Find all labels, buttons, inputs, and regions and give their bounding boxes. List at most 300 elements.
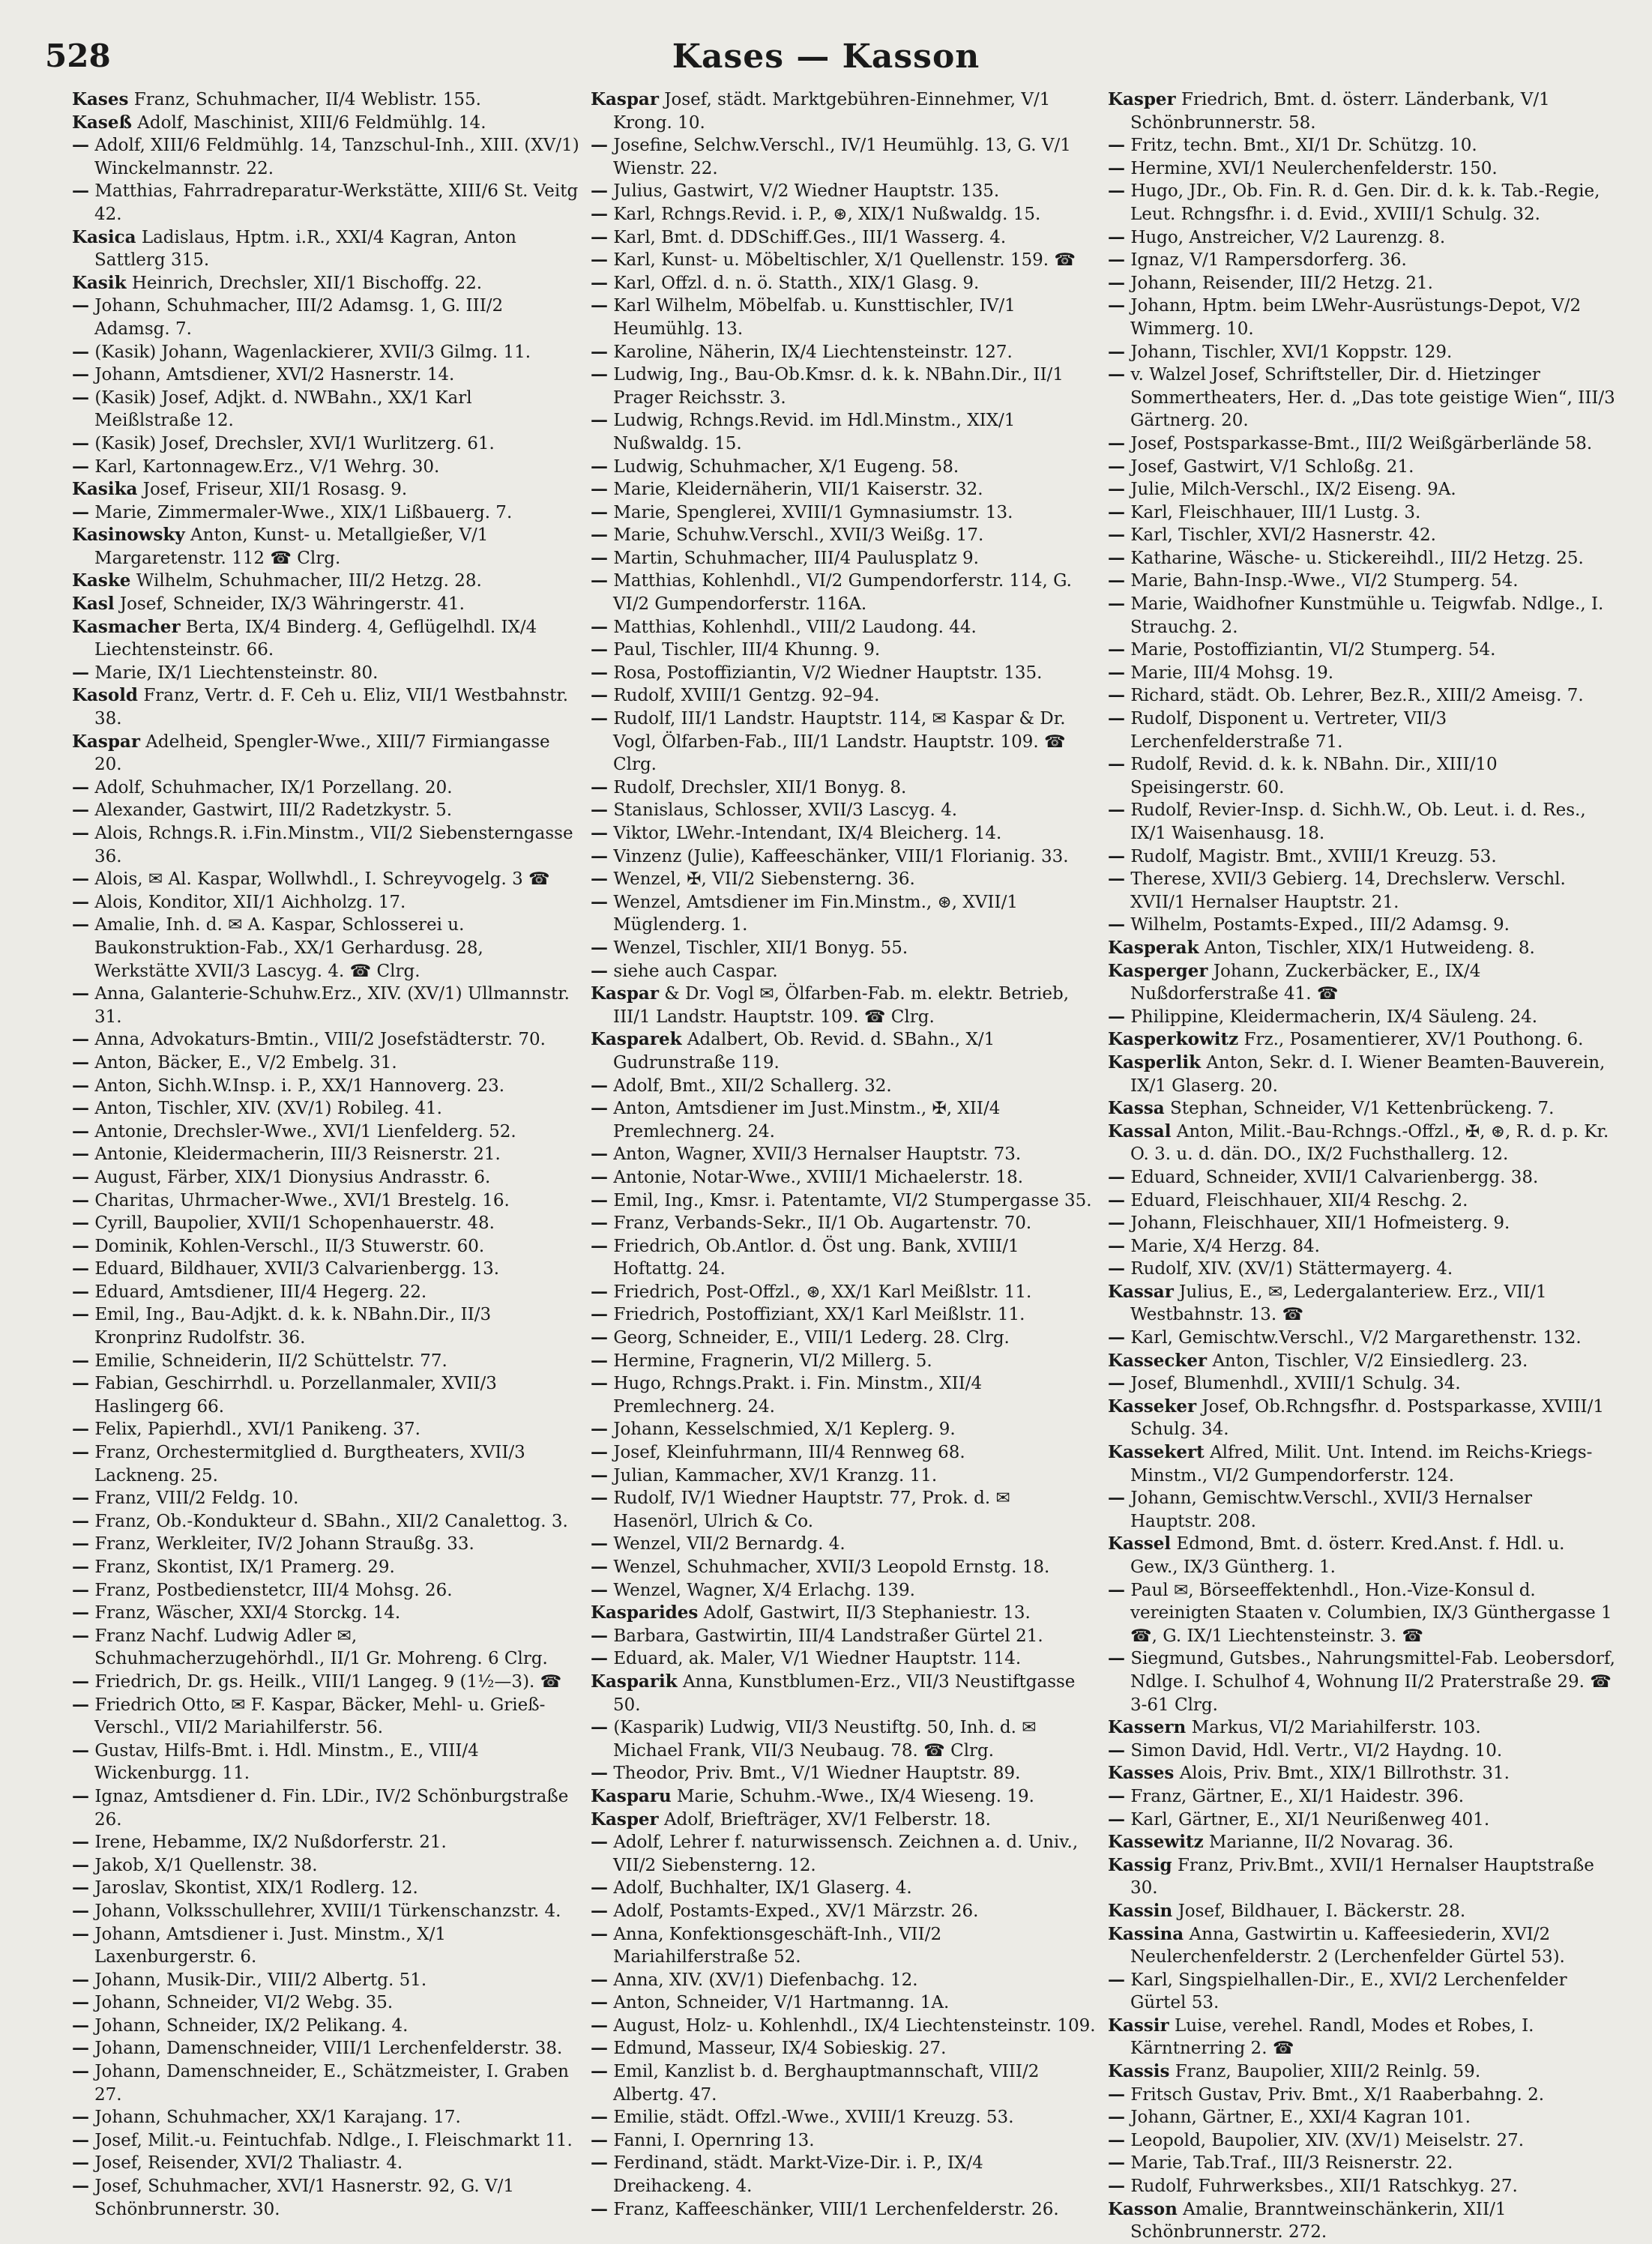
directory-entry xyxy=(1108,1785,1618,1809)
entry-surname: — xyxy=(1108,456,1125,477)
entry-surname: Kaspar xyxy=(591,983,659,1004)
entry-surname: — xyxy=(591,2153,608,2174)
directory-entry xyxy=(591,1327,1100,1350)
entry-surname: — xyxy=(591,1579,608,1600)
directory-entry xyxy=(72,524,582,570)
entry-details: Adolf, Schuhmacher, IX/1 Porzellang. 20. xyxy=(94,777,453,797)
directory-entry xyxy=(72,2152,582,2175)
directory-entry xyxy=(72,272,582,295)
entry-details: Adelheid, Spengler-Wwe., XIII/7 Firmiangasse 20. xyxy=(94,732,550,775)
entry-surname: — xyxy=(72,181,89,202)
entry-surname: Kasparides xyxy=(591,1602,699,1623)
directory-entry xyxy=(72,1303,582,1349)
entry-surname: — xyxy=(591,1350,608,1371)
directory-entry xyxy=(591,364,1100,409)
directory-entry xyxy=(591,1900,1100,1923)
entry-details: Karl, Kartonnagew.Erz., V/1 Wehrg. 30. xyxy=(94,456,440,477)
entry-surname: — xyxy=(591,1557,608,1577)
entry-details: Amalie, Branntweinschänkerin, XII/1 Schönbrunnerstr. 272. xyxy=(1130,2199,1507,2243)
entry-details: Karl, Bmt. d. DDSchiff.Ges., III/1 Wasserg. 4. xyxy=(613,227,1007,247)
entry-details: Marie, Bahn-Insp.-Wwe., VI/2 Stumperg. 54. xyxy=(1130,571,1519,591)
entry-surname: — xyxy=(1108,570,1125,591)
entry-details: Adalbert, Ob. Revid. d. SBahn., X/1 Gudrunstraße 119. xyxy=(613,1030,995,1073)
entry-details: Simon David, Hdl. Vertr., VI/2 Haydng. 10. xyxy=(1130,1740,1503,1761)
directory-entry xyxy=(591,868,1100,891)
entry-surname: — xyxy=(72,800,89,821)
entry-details: Vinzenz (Julie), Kaffeeschänker, VIII/1 Florianig. 33. xyxy=(613,846,1069,866)
entry-details: Karl, Singspielhallen-Dir., E., XVI/2 Lerchenfelder Gürtel 53. xyxy=(1130,1970,1567,2013)
entry-details: Antonie, Notar-Wwe., XVIII/1 Michaelerstr. 18. xyxy=(613,1167,1024,1187)
directory-entry xyxy=(72,478,582,501)
entry-details: Johann, Damenschneider, E., Schätzmeister, I. Graben 27. xyxy=(94,2062,569,2105)
entry-details: Fritsch Gustav, Priv. Bmt., X/1 Raaberbahng. 2. xyxy=(1130,2084,1545,2105)
entry-details: Franz, Priv.Bmt., XVII/1 Hernalser Hauptstraße 30. xyxy=(1130,1855,1594,1898)
directory-entry xyxy=(72,822,582,868)
directory-entry xyxy=(591,134,1100,180)
directory-entry xyxy=(72,776,582,800)
entry-surname: — xyxy=(591,708,608,729)
entry-surname: — xyxy=(72,1144,89,1165)
entry-surname: — xyxy=(1108,479,1125,500)
entry-surname: — xyxy=(1108,341,1125,362)
entry-details: Barbara, Gastwirtin, III/4 Landstraßer Gürtel 21. xyxy=(613,1626,1043,1646)
directory-entry xyxy=(591,983,1100,1028)
directory-entry xyxy=(591,2152,1100,2198)
entry-surname: — xyxy=(591,547,608,568)
entry-surname: — xyxy=(1108,1740,1125,1761)
entry-details: Franz, Skontist, IX/1 Pramerg. 29. xyxy=(94,1557,395,1577)
entry-details: Julie, Milch-Verschl., IX/2 Eiseng. 9A. xyxy=(1130,480,1456,500)
entry-surname: — xyxy=(1108,1373,1125,1394)
directory-entry xyxy=(591,524,1100,547)
entry-surname: — xyxy=(1108,2129,1125,2150)
directory-entry xyxy=(591,1647,1100,1671)
entry-surname: — xyxy=(1108,708,1125,729)
directory-entry xyxy=(591,1189,1100,1213)
entry-details: Wilhelm, Postamts-Exped., III/2 Adamsg. 9. xyxy=(1130,915,1510,935)
entry-surname: — xyxy=(72,1533,89,1554)
entry-details: Marie, III/4 Mohsg. 19. xyxy=(1130,663,1334,683)
entry-surname: — xyxy=(72,1235,89,1256)
entry-details: Wenzel, Wagner, X/4 Erlachg. 139. xyxy=(613,1580,915,1600)
entry-surname: — xyxy=(1108,662,1125,683)
entry-surname: — xyxy=(591,1648,608,1669)
entry-details: Matthias, Fahrradreparatur-Werkstätte, XIII/6 St. Veitg 42. xyxy=(94,181,579,224)
directory-entry xyxy=(72,891,582,914)
entry-surname: — xyxy=(72,2129,89,2150)
entry-surname: — xyxy=(591,2061,608,2082)
entry-surname: Kasperak xyxy=(1108,937,1199,958)
entry-surname: — xyxy=(591,203,608,224)
directory-entry xyxy=(72,1969,582,1992)
directory-entry xyxy=(72,2037,582,2060)
directory-entry xyxy=(591,88,1100,134)
entry-details: Luise, verehel. Randl, Modes et Robes, I. Kärntnerring 2. ☎ xyxy=(1130,2015,1534,2059)
entry-details: Hugo, Anstreicher, V/2 Laurenzg. 8. xyxy=(1130,227,1446,247)
entry-surname: — xyxy=(72,135,89,156)
directory-entry xyxy=(72,1831,582,1854)
entry-surname: — xyxy=(591,364,608,385)
entry-details: Adolf, Briefträger, XV/1 Felberstr. 18. xyxy=(664,1809,991,1830)
entry-surname: — xyxy=(1108,2176,1125,2197)
entry-surname: Kassern xyxy=(1108,1717,1187,1738)
entry-surname: Kaseß xyxy=(72,112,132,133)
directory-entry xyxy=(72,983,582,1028)
entry-details: Adolf, Buchhalter, IX/1 Glaserg. 4. xyxy=(613,1878,912,1898)
entry-details: Friedrich, Dr. gs. Heilk., VIII/1 Langeg. 9 (1½—3). ☎ xyxy=(94,1671,562,1692)
directory-entry xyxy=(1108,845,1618,869)
entry-surname: Kasmacher xyxy=(72,616,181,637)
entry-details: Josef, Blumenhdl., XVIII/1 Schulg. 34. xyxy=(1130,1374,1461,1394)
entry-details: Rudolf, XVIII/1 Gentzg. 92–94. xyxy=(613,686,880,706)
entry-details: Rudolf, Magistr. Bmt., XVIII/1 Kreuzg. 53. xyxy=(1130,846,1497,866)
directory-entry xyxy=(1108,1923,1618,1969)
directory-entry xyxy=(591,1625,1100,1648)
entry-details: Karl, Rchngs.Revid. i. P., ⊛, XIX/1 Nußwaldg. 15. xyxy=(613,204,1041,224)
entry-details: Matthias, Kohlenhdl., VI/2 Gumpendorferstr. 114, G. VI/2 Gumpendorferstr. 116A. xyxy=(613,571,1072,615)
entry-details: Jaroslav, Skontist, XIX/1 Rodlerg. 12. xyxy=(94,1878,418,1898)
entry-surname: — xyxy=(1108,525,1125,546)
directory-entry xyxy=(1108,2015,1618,2060)
entry-details: Stanislaus, Schlosser, XVII/3 Lascyg. 4. xyxy=(613,800,958,821)
entry-surname: — xyxy=(72,1304,89,1325)
entry-surname: — xyxy=(591,1923,608,1944)
entry-details: Julian, Kammacher, XV/1 Kranzg. 11. xyxy=(613,1465,938,1486)
directory-entry xyxy=(72,799,582,822)
entry-surname: — xyxy=(72,1166,89,1187)
entry-details: Felix, Papierhdl., XVI/1 Panikeng. 37. xyxy=(94,1420,420,1440)
entry-surname: — xyxy=(591,869,608,890)
entry-surname: — xyxy=(72,1419,89,1440)
entry-details: Karl Wilhelm, Möbelfab. u. Kunsttischler, IV/1 Heumühlg. 13. xyxy=(613,296,1016,339)
directory-entry xyxy=(1108,1258,1618,1281)
entry-surname: — xyxy=(72,1854,89,1875)
directory-entry xyxy=(1108,937,1618,960)
entry-surname: — xyxy=(591,272,608,293)
entry-details: Eduard, Schneider, XVII/1 Calvarienbergg. 38. xyxy=(1130,1167,1539,1187)
entry-surname: Kassa xyxy=(1108,1098,1165,1119)
entry-details: Adolf, Maschinist, XIII/6 Feldmühlg. 14. xyxy=(137,112,486,133)
entry-details: Anna, Kunstblumen-Erz., VII/3 Neustiftgasse 50. xyxy=(613,1671,1076,1715)
directory-entry xyxy=(591,1350,1100,1373)
entry-details: Leopold, Baupolier, XIV. (XV/1) Meiselstr. 27. xyxy=(1130,2130,1525,2150)
entry-details: Fabian, Geschirrhdl. u. Porzellanmaler, XVII/3 Haslingerg 66. xyxy=(94,1374,497,1417)
directory-entry xyxy=(1108,570,1618,593)
directory-entry xyxy=(72,1189,582,1213)
entry-details: Stephan, Schneider, V/1 Kettenbrückeng. 7. xyxy=(1170,1099,1555,1119)
entry-surname: — xyxy=(72,1075,89,1096)
directory-entry xyxy=(591,2198,1100,2222)
directory-entry xyxy=(1108,1396,1618,1441)
directory-entry xyxy=(1108,593,1618,639)
directory-entry xyxy=(591,226,1100,250)
directory-entry xyxy=(72,1579,582,1602)
entry-details: Anna, Advokaturs-Bmtin., VIII/2 Josefstädterstr. 70. xyxy=(94,1030,546,1050)
entry-surname: — xyxy=(72,2061,89,2082)
entry-details: Adolf, Postamts-Exped., XV/1 Märzstr. 26. xyxy=(613,1901,979,1921)
entry-surname: — xyxy=(1108,685,1125,706)
directory-entry xyxy=(72,1350,582,1373)
entry-surname: Kases xyxy=(72,89,129,109)
entry-surname: — xyxy=(591,662,608,683)
entry-details: Katharine, Wäsche- u. Stickereihdl., III/2 Hetzg. 25. xyxy=(1130,548,1584,568)
entry-details: Wilhelm, Schuhmacher, III/2 Hetzg. 28. xyxy=(136,571,482,591)
entry-surname: — xyxy=(591,410,608,431)
directory-entry xyxy=(72,1028,582,1052)
entry-surname: — xyxy=(72,456,89,477)
directory-entry xyxy=(591,1166,1100,1189)
entry-details: Hugo, JDr., Ob. Fin. R. d. Gen. Dir. d. k. k. Tab.-Regie, Leut. Rchngsfhr. i. d. Evid., XVIII/1 Schulg. 32. xyxy=(1130,181,1600,224)
entry-details: Rosa, Postoffiziantin, V/2 Wiedner Hauptstr. 135. xyxy=(613,663,1043,683)
entry-surname: — xyxy=(1108,364,1125,385)
entry-details: August, Holz- u. Kohlenhdl., IX/4 Liechtensteinstr. 109. xyxy=(613,2015,1096,2036)
entry-surname: — xyxy=(1108,432,1125,453)
entry-details: Karl, Tischler, XVI/2 Hasnerstr. 42. xyxy=(1130,525,1436,546)
entry-surname: — xyxy=(1108,1258,1125,1279)
entry-details: Karl, Kunst- u. Möbeltischler, X/1 Quellenstr. 159. ☎ xyxy=(613,250,1076,271)
entry-details: Josefine, Selchw.Verschl., IV/1 Heumühlg. 13, G. V/1 Wienstr. 22. xyxy=(613,136,1071,178)
entry-details: Anton, Wagner, XVII/3 Hernalser Hauptstr. 73. xyxy=(613,1144,1022,1165)
entry-surname: — xyxy=(591,1075,608,1096)
entry-details: Johann, Amtsdiener i. Just. Minstm., X/1 Laxenburgerstr. 6. xyxy=(94,1924,446,1967)
entry-surname: — xyxy=(591,1832,608,1853)
entry-surname: — xyxy=(72,1350,89,1371)
directory-entry xyxy=(1108,1831,1618,1854)
entry-surname: — xyxy=(591,776,608,797)
directory-entry xyxy=(1108,157,1618,181)
entry-details: Rudolf, IV/1 Wiedner Hauptstr. 77, Prok. d. ✉ Hasenörl, Ulrich & Co. xyxy=(613,1489,1010,1531)
directory-entry xyxy=(1108,2060,1618,2084)
entry-details: Emil, Kanzlist b. d. Berghauptmannschaft, VIII/2 Albertg. 47. xyxy=(613,2062,1040,2105)
entry-details: Johann, Tischler, XVI/1 Koppstr. 129. xyxy=(1130,342,1453,362)
directory-entry xyxy=(591,662,1100,685)
entry-details: Johann, Fleischhauer, XII/1 Hofmeisterg. 9. xyxy=(1130,1213,1510,1234)
entry-details: Josef, Kleinfuhrmann, III/4 Rennweg 68. xyxy=(613,1443,965,1463)
entry-details: Adolf, Gastwirt, II/3 Stephaniestr. 13. xyxy=(703,1603,1031,1623)
entry-details: Alois, ✉ Al. Kaspar, Wollwhdl., I. Schreyvogelg. 3 ☎ xyxy=(94,869,550,890)
entry-details: Wenzel, Amtsdiener im Fin.Minstm., ⊛, XVII/1 Müglenderg. 1. xyxy=(613,892,1018,935)
entry-surname: Kasica xyxy=(72,226,136,247)
directory-entry xyxy=(72,2015,582,2038)
entry-surname: Kaske xyxy=(72,570,131,591)
entry-surname: — xyxy=(591,570,608,591)
directory-entry xyxy=(72,2106,582,2129)
directory-entry xyxy=(1108,547,1618,570)
directory-entry xyxy=(1108,960,1618,1006)
directory-entry xyxy=(72,1121,582,1144)
entry-surname: — xyxy=(1108,2084,1125,2105)
entry-surname: Kasl xyxy=(72,594,115,615)
entry-details: Josef, Friseur, XII/1 Rosasg. 9. xyxy=(142,480,408,500)
directory-entry xyxy=(72,731,582,776)
directory-entry xyxy=(1108,1121,1618,1166)
directory-entry xyxy=(1108,1281,1618,1327)
entry-details: Ludwig, Ing., Bau-Ob.Kmsr. d. k. k. NBahn.Dir., II/1 Prager Reichsstr. 3. xyxy=(613,365,1064,408)
entry-details: (Kasparik) Ludwig, VII/3 Neustiftg. 50, Inh. d. ✉ Michael Frank, VII/3 Neubaug. 78. ☎ Clrg. xyxy=(613,1718,1037,1761)
directory-entry xyxy=(72,1556,582,1579)
entry-details: Rudolf, Drechsler, XII/1 Bonyg. 8. xyxy=(613,777,907,797)
entry-surname: — xyxy=(1108,181,1125,202)
entry-details: Johann, Schuhmacher, III/2 Adamsg. 1, G. III/2 Adamsg. 7. xyxy=(94,296,504,339)
entry-details: Dominik, Kohlen-Verschl., II/3 Stuwerstr. 60. xyxy=(94,1236,485,1256)
entry-surname: Kasparek xyxy=(591,1029,682,1050)
entry-surname: — xyxy=(591,2038,608,2059)
directory-entry xyxy=(591,1671,1100,1716)
entry-surname: — xyxy=(1108,272,1125,293)
directory-entry xyxy=(72,1740,582,1785)
entry-surname: — xyxy=(1108,250,1125,271)
entry-surname: — xyxy=(591,1488,608,1509)
entry-surname: — xyxy=(591,1533,608,1554)
directory-entry xyxy=(72,1625,582,1671)
entry-details: Marie, Schuhw.Verschl., XVII/3 Weißg. 17. xyxy=(613,525,984,546)
column-2 xyxy=(591,88,1100,2219)
entry-details: Irene, Hebamme, IX/2 Nußdorferstr. 21. xyxy=(94,1833,447,1853)
entry-details: Johann, Kesselschmied, X/1 Keplerg. 9. xyxy=(613,1420,956,1440)
directory-entry xyxy=(591,1877,1100,1900)
entry-details: Alexander, Gastwirt, III/2 Radetzkystr. 5. xyxy=(94,800,453,821)
directory-entry xyxy=(591,960,1100,983)
entry-details: Richard, städt. Ob. Lehrer, Bez.R., XIII/2 Ameisg. 7. xyxy=(1130,686,1584,706)
directory-entry xyxy=(72,341,582,364)
entry-surname: Kasparu xyxy=(591,1785,672,1806)
entry-details: Ignaz, Amtsdiener d. Fin. LDir., IV/2 Schönburgstraße 26. xyxy=(94,1786,569,1830)
entry-surname: — xyxy=(1108,1579,1125,1600)
entry-details: Johann, Schneider, VI/2 Webg. 35. xyxy=(94,1993,394,2013)
entry-surname: — xyxy=(72,1258,89,1279)
directory-entry xyxy=(1108,88,1618,134)
directory-entry xyxy=(72,1052,582,1075)
entry-surname: — xyxy=(72,2176,89,2197)
entry-details: Franz, Postbedienstetcr, III/4 Mohsg. 26. xyxy=(94,1580,453,1600)
entry-details: Anton, Bäcker, E., V/2 Embelg. 31. xyxy=(94,1052,397,1073)
entry-surname: — xyxy=(591,1373,608,1394)
entry-surname: Kassar xyxy=(1108,1281,1174,1302)
entry-surname: — xyxy=(591,1144,608,1165)
entry-surname: — xyxy=(72,501,89,522)
entry-surname: — xyxy=(591,525,608,546)
entry-details: Cyrill, Baupolier, XVII/1 Schopenhauerstr. 48. xyxy=(94,1213,495,1234)
entry-details: Karl, Offzl. d. n. ö. Statth., XIX/1 Glasg. 9. xyxy=(613,273,980,293)
entry-details: Anna, Gastwirtin u. Kaffeesiederin, XVI/2 Neulerchenfelderstr. 2 (Lerchenfelder Gürtel 53). xyxy=(1130,1924,1565,1967)
entry-surname: — xyxy=(1108,1648,1125,1669)
entry-surname: — xyxy=(591,2107,608,2128)
entry-surname: — xyxy=(1108,639,1125,660)
entry-details: Johann, Gemischtw.Verschl., XVII/3 Hernalser Hauptstr. 208. xyxy=(1130,1489,1533,1531)
directory-entry xyxy=(72,2129,582,2153)
entry-surname: — xyxy=(591,1465,608,1486)
directory-entry xyxy=(72,1258,582,1281)
entry-surname: — xyxy=(72,432,89,453)
directory-entry xyxy=(72,570,582,593)
directory-entry xyxy=(591,822,1100,845)
directory-entry xyxy=(1108,364,1618,432)
entry-details: Wenzel, VII/2 Bernardg. 4. xyxy=(613,1534,845,1554)
entry-surname: — xyxy=(72,1557,89,1577)
entry-details: Anton, Milit.-Bau-Rchngs.-Offzl., ✠, ⊛, R. d. p. Kr. O. 3. u. d. dän. DO., IX/2 Fuchsthallerg. 12. xyxy=(1130,1121,1609,1165)
directory-entry xyxy=(72,1281,582,1304)
entry-surname: — xyxy=(72,1900,89,1921)
entry-details: Antonie, Kleidermacherin, III/3 Reisnerstr. 21. xyxy=(94,1144,501,1165)
entry-details: Rudolf, Revier-Insp. d. Sichh.W., Ob. Leut. i. d. Res., IX/1 Waisenhausg. 18. xyxy=(1130,800,1586,843)
entry-details: Karl, Gemischtw.Verschl., V/2 Margarethenstr. 132. xyxy=(1130,1328,1582,1348)
entry-details: Alois, Konditor, XII/1 Aichholzg. 17. xyxy=(94,892,406,912)
entry-surname: — xyxy=(72,2107,89,2128)
entry-details: Julius, Gastwirt, V/2 Wiedner Hauptstr. 135. xyxy=(613,181,1000,202)
directory-entry xyxy=(72,1143,582,1166)
directory-entry xyxy=(591,1028,1100,1074)
entry-surname: Kassig xyxy=(1108,1854,1172,1875)
directory-entry xyxy=(1108,456,1618,479)
directory-entry xyxy=(591,708,1100,776)
entry-surname: — xyxy=(591,800,608,821)
entry-surname: — xyxy=(591,1213,608,1234)
entry-surname: — xyxy=(1108,594,1125,615)
entry-surname: Kassewitz xyxy=(1108,1832,1204,1853)
entry-surname: — xyxy=(72,1923,89,1944)
entry-details: Josef, Milit.-u. Feintuchfab. Ndlge., I. Fleischmarkt 11. xyxy=(94,2130,573,2150)
directory-entry xyxy=(1108,639,1618,662)
directory-entry xyxy=(72,616,582,662)
directory-entry xyxy=(72,1166,582,1189)
entry-surname: — xyxy=(1108,1166,1125,1187)
entry-details: Johann, Musik-Dir., VIII/2 Albertg. 51. xyxy=(94,1970,427,1990)
directory-entry xyxy=(1108,1327,1618,1350)
entry-details: Julius, E., ✉, Ledergalanteriew. Erz., VII/1 Westbahnstr. 13. ☎ xyxy=(1130,1282,1547,1325)
entry-surname: — xyxy=(591,1442,608,1463)
entry-surname: — xyxy=(591,1327,608,1348)
directory-entry xyxy=(72,387,582,432)
directory-entry xyxy=(591,272,1100,295)
entry-details: Frz., Posamentierer, XV/1 Pouthong. 6. xyxy=(1243,1030,1584,1050)
directory-entry xyxy=(72,868,582,891)
entry-surname: — xyxy=(72,1052,89,1073)
directory-entry xyxy=(72,1418,582,1441)
page-number: 528 xyxy=(45,37,111,74)
entry-details: Karl, Gärtner, E., XI/1 Neurißenweg 401. xyxy=(1130,1809,1490,1830)
directory-entry xyxy=(591,1212,1100,1235)
entry-details: Marie, IX/1 Liechtensteinstr. 80. xyxy=(94,663,379,683)
entry-surname: — xyxy=(591,1166,608,1187)
entry-details: Johann, Volksschullehrer, XVIII/1 Türkenschanzstr. 4. xyxy=(94,1901,561,1921)
directory-entry xyxy=(72,2175,582,2221)
entry-details: Fanni, I. Opernring 13. xyxy=(613,2130,815,2150)
entry-surname: — xyxy=(72,1121,89,1141)
directory-entry xyxy=(1108,226,1618,250)
entry-surname: — xyxy=(591,960,608,981)
entry-surname: — xyxy=(1108,754,1125,775)
directory-entry xyxy=(1108,249,1618,272)
entry-surname: — xyxy=(591,616,608,637)
entry-details: Josef, Schneider, IX/3 Währingerstr. 41. xyxy=(119,594,465,615)
directory-entry xyxy=(1108,1854,1618,1900)
entry-surname: Kasika xyxy=(72,479,138,500)
directory-entry xyxy=(591,1097,1100,1143)
entry-details: Markus, VI/2 Mariahilferstr. 103. xyxy=(1191,1718,1481,1738)
column-1 xyxy=(72,88,582,2219)
entry-details: Emilie, Schneiderin, II/2 Schüttelstr. 77. xyxy=(94,1351,447,1371)
directory-entry xyxy=(72,88,582,112)
entry-surname: — xyxy=(591,226,608,247)
entry-details: Josef, Gastwirt, V/1 Schloßg. 21. xyxy=(1130,456,1414,477)
entry-surname: — xyxy=(1108,2107,1125,2128)
entry-surname: — xyxy=(72,1969,89,1990)
directory-entry xyxy=(591,776,1100,800)
entry-details: Marie, Postoffiziantin, VI/2 Stumperg. 54. xyxy=(1130,640,1496,660)
directory-entry xyxy=(72,1533,582,1556)
entry-surname: — xyxy=(72,1785,89,1806)
directory-entry xyxy=(1108,708,1618,753)
